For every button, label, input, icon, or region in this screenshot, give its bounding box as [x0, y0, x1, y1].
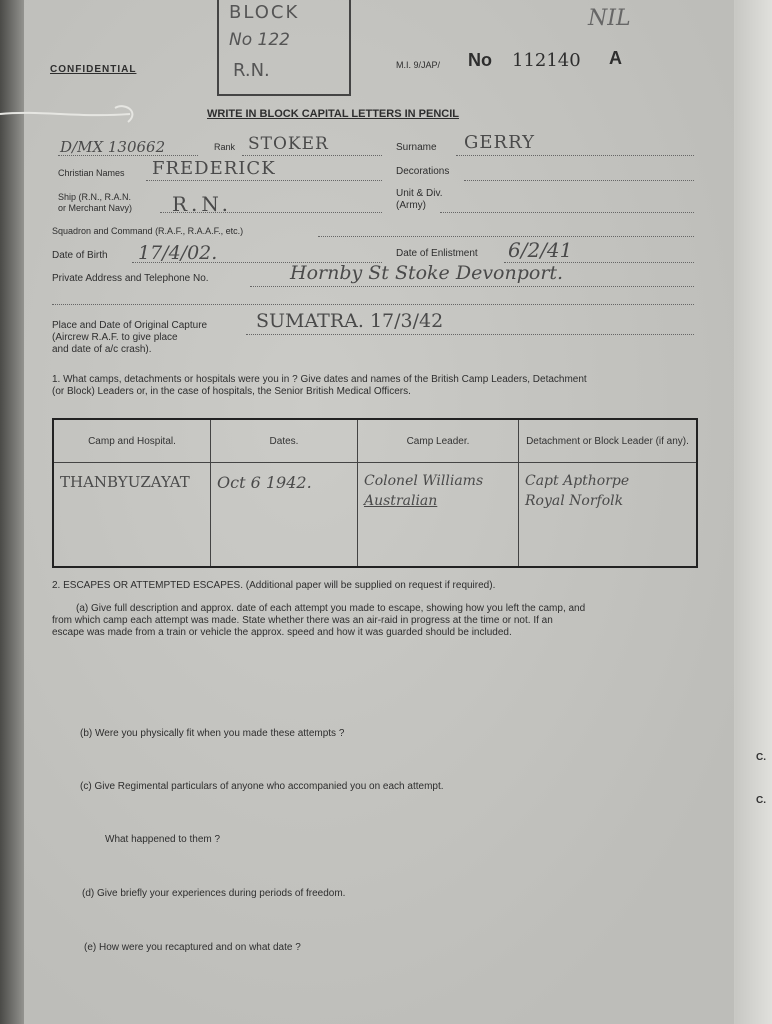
margin-mark: C. [756, 752, 766, 763]
camp-leader-cell: Colonel Williams Australian [358, 463, 519, 568]
question-1-text: 1. What camps, detachments or hospitals were you in ? Give dates and names of the British Camp Leaders, Detachment [52, 374, 587, 385]
dob-value: 17/4/02. [138, 242, 218, 264]
form-instruction: WRITE IN BLOCK CAPITAL LETTERS IN PENCIL [207, 108, 459, 120]
question-2-title: 2. ESCAPES OR ATTEMPTED ESCAPES. (Additional paper will be supplied on request if required). [52, 580, 496, 591]
unit-label: Unit & Div. [396, 188, 443, 199]
christian-names-label: Christian Names [58, 168, 125, 178]
ship-label-2: or Merchant Navy) [58, 203, 133, 213]
rank-value: STOKER [248, 134, 329, 154]
nil-annotation: NIL [588, 6, 631, 31]
confidential-label: CONFIDENTIAL [50, 64, 137, 75]
detachment-leader-cell: Capt Apthorpe Royal Norfolk [519, 463, 698, 568]
column-header: Camp Leader. [358, 419, 519, 463]
string-tie-icon [0, 100, 150, 140]
question-2e-text: (e) How were you recaptured and on what date ? [84, 942, 301, 953]
dates-cell: Oct 6 1942. [211, 463, 358, 568]
column-header: Detachment or Block Leader (if any). [519, 419, 698, 463]
block-stamp: BLOCK No 122 R.N. [217, 0, 351, 96]
serial-number: 112140 [512, 50, 581, 71]
decorations-label: Decorations [396, 166, 450, 177]
christian-names-value: FREDERICK [152, 158, 276, 179]
rank-label: Rank [214, 142, 236, 152]
column-header: Dates. [211, 419, 358, 463]
table-header-row [53, 419, 697, 463]
service-number-value: D/MX 130662 [60, 138, 166, 156]
margin-mark: C. [756, 795, 766, 806]
question-2c-text: (c) Give Regimental particulars of anyone who accompanied you on each attempt. [80, 781, 444, 792]
capture-label: Place and Date of Original Capture [52, 320, 208, 331]
unit-label-2: (Army) [396, 200, 426, 211]
question-2b-text: (b) Were you physically fit when you made these attempts ? [80, 728, 345, 739]
question-2c-followup: What happened to them ? [105, 834, 221, 845]
ship-label: Ship (R.N., R.A.N. [58, 192, 132, 202]
table-row [53, 463, 697, 568]
dob-label: Date of Birth [52, 250, 108, 261]
surname-label: Surname [396, 142, 437, 153]
surname-value: GERRY [464, 132, 535, 153]
question-2a-text: (a) Give full description and approx. date of each attempt you made to escape, showing how you left the camp, and [76, 603, 586, 614]
camp-cell: THANBYUZAYAT [53, 463, 211, 568]
serial-suffix: A [609, 48, 622, 68]
squadron-label: Squadron and Command (R.A.F., R.A.A.F., etc.) [52, 226, 244, 236]
capture-value: SUMATRA. 17/3/42 [256, 310, 444, 332]
enlistment-label: Date of Enlistment [396, 248, 478, 259]
capture-label-2: (Aircrew R.A.F. to give place [52, 332, 178, 343]
question-2a-text-3: escape was made from a train or vehicle the approx. speed and how it was guarded should be included. [52, 627, 512, 638]
column-header: Camp and Hospital. [53, 419, 211, 463]
question-2a-text-2: from which camp each attempt was made. State whether there was an air-raid in progress at the time or not. If an [52, 615, 553, 626]
camps-table [52, 418, 698, 568]
question-1-text-2: (or Block) Leaders or, in the case of hospitals, the Senior British Medical Officers. [52, 386, 411, 397]
capture-label-3: and date of a/c crash). [52, 344, 152, 355]
question-2d-text: (d) Give briefly your experiences during periods of freedom. [82, 888, 346, 899]
address-label: Private Address and Telephone No. [52, 273, 209, 284]
serial-prefix: No [468, 50, 492, 70]
enlistment-value: 6/2/41 [508, 238, 573, 262]
form-code: M.I. 9/JAP/ [396, 60, 441, 70]
ship-value: R.N. [172, 192, 232, 216]
address-value: Hornby St Stoke Devonport. [290, 262, 564, 284]
